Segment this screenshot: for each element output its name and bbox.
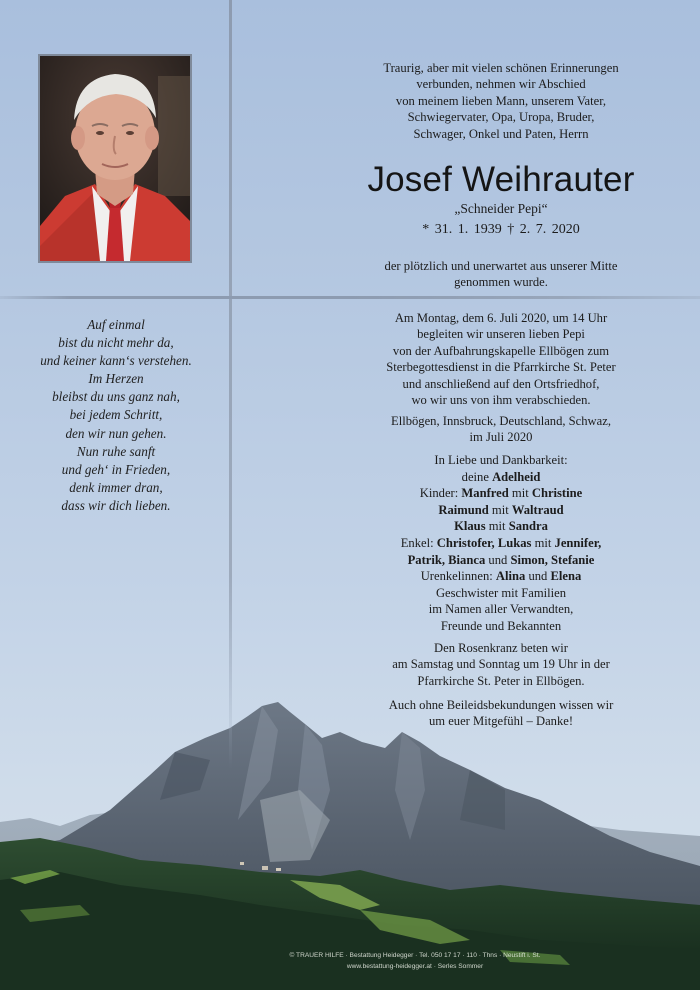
poem-line: Nun ruhe sanft [76,443,156,459]
nickname: „Schneider Pepi“ [454,201,548,216]
mourners-heading: In Liebe und Dankbarkeit: [434,453,568,467]
funeral-line: begleiten wir unseren lieben Pepi [417,327,585,342]
poem-line: denk immer dran, [69,479,163,495]
intro-line: von meinem lieben Mann, unserem Vater, [395,93,607,108]
deceased-name: Josef Weihrauter [367,160,635,199]
funeral-line: und anschließend auf den Ortsfriedhof, [402,376,600,391]
mourner-line-children: Kinder: Manfred mit Christine [419,486,583,501]
poem-line: und keiner kann‘s verstehen. [40,353,192,369]
sudden-line: der plötzlich und unerwartet aus unserer Mitte [384,259,618,273]
mourner-line-grandchildren: Enkel: Christofer, Lukas mit Jennifer, [400,535,602,550]
footer-website: www.bestattung-heidegger.at · Serles Sommer [346,963,484,970]
intro-line: Traurig, aber mit vielen schönen Erinnerungen [383,61,619,75]
poem-line: Auf einmal [87,317,145,332]
rosary-line: Pfarrkirche St. Peter in Ellbögen. [417,673,585,688]
funeral-line: Sterbegottesdienst in die Pfarrkirche St. Peter [386,360,616,375]
footer-credit: © TRAUER HILFE · Bestattung Heidegger · Tel. 050 17 17 · 110 · Thns · Neustift i. St. [289,952,541,959]
mourner-line-wife: deine Adelheid [461,469,541,484]
portrait-photo [38,54,192,263]
mourner-line-siblings: Geschwister mit Familien [435,585,567,600]
place-line: Ellbögen, Innsbruck, Deutschland, Schwaz, [391,414,611,428]
poem-line: dass wir dich lieben. [61,497,171,513]
mourners-list [332,452,670,635]
mourner-line-friends: Freunde und Bekannten [440,618,562,633]
mourner-line-great-grandchildren: Urenkelinnen: Alina und Elena [420,569,582,584]
intro-line: Schwiegervater, Opa, Uropa, Bruder, [407,110,595,125]
intro-text [332,60,670,142]
thanks-line: Auch ohne Beileidsbekundungen wissen wir [388,698,614,712]
poem-line: Im Herzen [88,371,144,387]
cross-horizontal-line [0,296,700,299]
sudden-text [332,258,670,291]
thanks-note [332,697,670,730]
poem-line: und geh‘ in Frieden, [61,461,171,477]
rosary-line: Den Rosenkranz beten wir [434,641,568,655]
mourner-line-children: Klaus mit Sandra [454,519,548,534]
funeral-line: Am Montag, dem 6. Juli 2020, um 14 Uhr [394,311,608,325]
funeral-line: wo wir uns von ihm verabschieden. [411,393,591,408]
mourner-line-children: Raimund mit Waltraud [438,502,564,517]
intro-line: verbunden, nehmen wir Abschied [416,77,586,92]
poem-line: bei jedem Schritt, [69,407,163,423]
mourner-line-relatives: im Namen aller Verwandten, [428,602,574,617]
funeral-line: von der Aufbahrungskapelle Ellbögen zum [392,343,610,358]
mourner-line-grandchildren: Patrik, Bianca und Simon, Stefanie [407,552,595,567]
place-line: im Juli 2020 [469,430,533,445]
intro-line: Schwager, Onkel und Paten, Herrn [413,126,589,141]
poem [28,316,204,515]
poem-line: bleibst du uns ganz nah, [52,389,180,405]
rosary-info [332,640,670,689]
poem-line: den wir nun gehen. [65,425,167,441]
poem-line: bist du nicht mehr da, [58,335,174,351]
rosary-line: am Samstag und Sonntag um 19 Uhr in der [392,657,610,672]
thanks-line: um euer Mitgefühl – Danke! [428,714,574,729]
funeral-details [332,310,670,408]
life-dates: * 31. 1. 1939 † 2. 7. 2020 [422,222,580,237]
sudden-line: genommen wurde. [454,275,548,290]
cross-vertical-line [229,0,232,768]
place-date [332,413,670,446]
